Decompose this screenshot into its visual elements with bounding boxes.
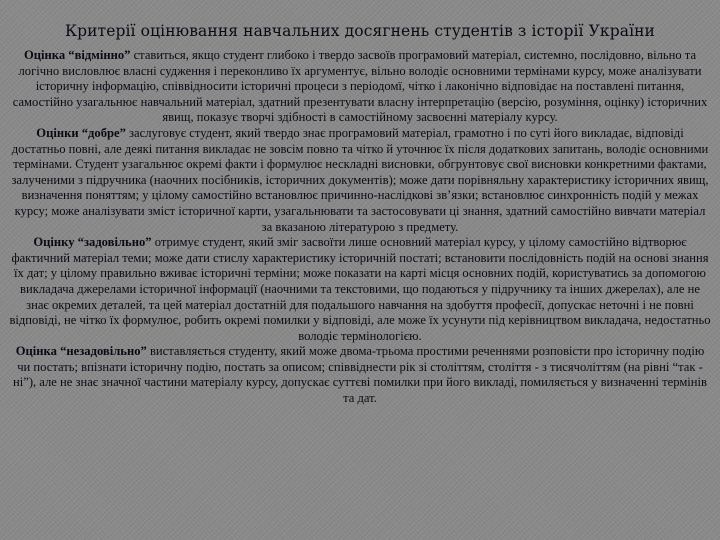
page-title: Критерії оцінювання навчальних досягнень студентів з історії України <box>64 22 655 40</box>
criterion-text: ставиться, якщо студент глибоко і твердо засвоїв програмовий матеріал, системно, послідовно, вільно та логічно висловлює власні судження і переконливо їх аргументує, вільно володіє основними термінами курсу, може аналізувати історичну інформацію, співвідносити історичні процеси з періодомї, чітко і лаконічно відповідає на поставлені питання, самостійно узагальнює навчальний матеріал, здатний презентувати власну інтерпретацію (версію, розуміння, оцінку) історичних явищ, показує творчі здібності в самостійному засвоєнні матеріалу курсу. <box>12 48 708 125</box>
criterion-text: отримує студент, який зміг засвоїти лише основний матеріал курсу, у цілому самостійно відтворює фактичний матеріал теми; може дати стислу характеристику історичній постаті; встановити послідовність подій на основі знання їх дат; у цілому правильно вживає історичні терміни; може показати на карті місця основних подій, користуватись за допомогою викладача джерелами історичної інформації (наочними та текстовими, що подаються у підручнику та інших джерелах), але не знає окремих деталей, та цей матеріал достатній для подальшого навчання на здобуття професії, допускає неточні і не повні відповіді, не чітко їх формулює, робить окремі помилки у відповіді, але може їх усунути під керівництвом викладача, недостатньо володіє термінологією. <box>9 235 711 343</box>
grade-label-satisfactory: Оцінку “задовільно” <box>33 235 152 250</box>
grade-label-unsatisfactory: Оцінка “незадовільно” <box>15 344 147 359</box>
criterion-good <box>8 126 712 235</box>
criterion-text: виставляється студенту, який може двома-трьома простими реченнями розповісти про історичну подію чи постать; впізнати історичну подію, постать за описом; співвіднести рік зі століттям, століття - з тисячоліттям (на рівні “так - ні”), але не знає значної частини матеріалу курсу, допускає суттєві помилки при його викладі, помиляється у визначенні термінів та дат. <box>12 344 707 406</box>
grade-label-excellent: Оцінка “відмінно” <box>23 48 131 62</box>
criterion-text: заслуговує студент, який твердо знає програмовий матеріал, грамотно і по суті його викладає, відповіді достатньо повні, але деякі питання викладає не зовсім повно та чітко й уточнює їх після додаткових запитань, володіє основними термінами. Студент узагальнює окремі факти і формулює нескладні висновки, обгрунтовує свої висновки конкретними фактами, залученими з підручника (наочних посібників, історичних документів); може дати порівняльну характеристику історичних явищ, визначення поняттям; у цілому самостійно встановлює причинно-наслідкові зв’язки; встановлює синхронність подій у межах курсу; може аналізувати зміст історичної карти, узагальнювати та застосовувати ці знання, здатний самостійно вивчати матеріал за вказаною літературою з предмету. <box>11 125 709 234</box>
criterion-satisfactory <box>8 235 712 344</box>
criterion-unsatisfactory <box>8 344 712 406</box>
grade-label-good: Оцінки “добре” <box>36 125 126 140</box>
criterion-excellent <box>8 48 712 126</box>
